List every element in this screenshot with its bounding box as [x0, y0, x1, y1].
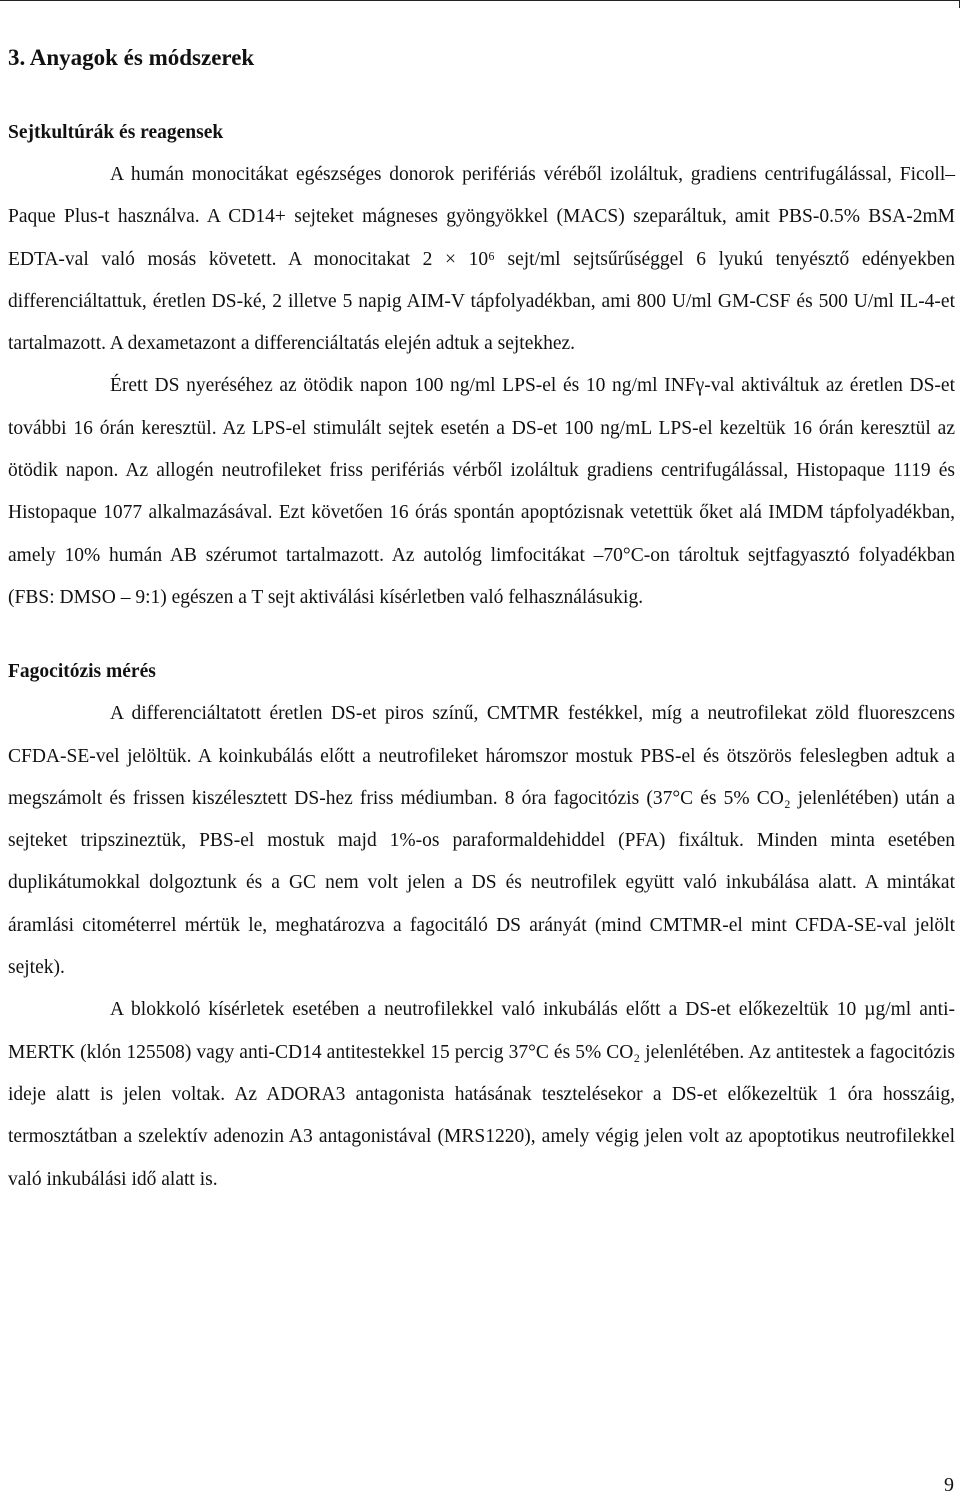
paragraph-phagocytosis-2: A blokkoló kísérletek esetében a neutrofilekkel való inkubálás előtt a DS-et előkezeltük 10 µg/ml anti-MERTK (klón 125508) vagy anti-CD14 antitestekkel 15 percig 37°C és 5% CO₂ jelenlétében. Az antitestek a fagocitózis ideje alatt is jelen voltak. Az ADORA3 antagonista hatásának tesztelésekor a DS-et előkezeltük 1 óra hosszáig, termosztátban a szelektív adenozin A3 antagonistával (MRS1220), amely végig jelen volt az apoptotikus neutrofilekkel való inkubálási idő alatt is.: [8, 999, 955, 1190]
page-content: [8, 38, 955, 1201]
paragraph-cell-cultures-2: Érett DS nyeréséhez az ötödik napon 100 ng/ml LPS-el és 10 ng/ml INFγ-val aktiváltuk az éretlen DS-et további 16 órán keresztül. Az LPS-el stimulált sejtek esetén a DS-et 100 ng/mL LPS-el kezeltük 16 órán keresztül az ötödik napon. Az allogén neutrofileket friss perifériás vérből izoláltuk gradiens centrifugálással, Histopaque 1119 és Histopaque 1077 alkalmazásával. Ezt követően 16 órás spontán apoptózisnak vetettük őket alá IMDM tápfolyadékban, amely 10% humán AB szérumot tartalmazott. Az autológ limfocitákat –70°C-on tároltuk sejtfagyasztó folyadékban (FBS: DMSO – 9:1) egészen a T sejt aktiválási kísérletben való felhasználásukig.: [8, 375, 955, 608]
chapter-title: 3. Anyagok és módszerek: [8, 45, 255, 70]
paragraph-cell-cultures-1: A humán monocitákat egészséges donorok perifériás véréből izoláltuk, gradiens centrifugálással, Ficoll–Paque Plus-t használva. A CD14+ sejteket mágneses gyöngyökkel (MACS) szeparáltuk, amit PBS-0.5% BSA-2mM EDTA-val való mosás követett. A monocitakat 2 × 10⁶ sejt/ml sejtsűrűséggel 6 lyukú tenyésztő edényekben differenciáltattuk, éretlen DS-ké, 2 illetve 5 napig AIM-V tápfolyadékban, ami 800 U/ml GM-CSF és 500 U/ml IL-4-et tartalmazott. A dexametazont a differenciáltatás elején adtuk a sejtekhez.: [8, 164, 955, 355]
paragraph-phagocytosis-1: A differenciáltatott éretlen DS-et piros színű, CMTMR festékkel, míg a neutrofilekat zöld fluoreszcens CFDA-SE-vel jelöltük. A koinkubálás előtt a neutrofileket háromszor mostuk PBS-el és ötszörös feleslegben adtuk a megszámolt és frissen kiszélesztett DS-hez friss médiumban. 8 óra fagocitózis (37°C és 5% CO₂ jelenlétében) után a sejteket tripszineztük, PBS-el mostuk majd 1%-os paraformaldehiddel (PFA) fixáltuk. Minden minta esetében duplikátumokkal dolgoztunk és a GC nem volt jelen a DS és neutrofilek együtt való inkubálása alatt. A mintákat áramlási citométerrel mértük le, meghatározva a fagocitáló DS arányát (mind CMTMR-el mint CFDA-SE-val jelölt sejtek).: [8, 703, 955, 979]
top-rule-corner: [951, 0, 960, 8]
top-rule: [0, 0, 960, 1]
page-number: 9: [944, 1474, 954, 1496]
section-heading-phagocytosis: Fagocitózis mérés: [8, 661, 156, 683]
section-heading-cell-cultures: Sejtkultúrák és reagensek: [8, 122, 224, 143]
